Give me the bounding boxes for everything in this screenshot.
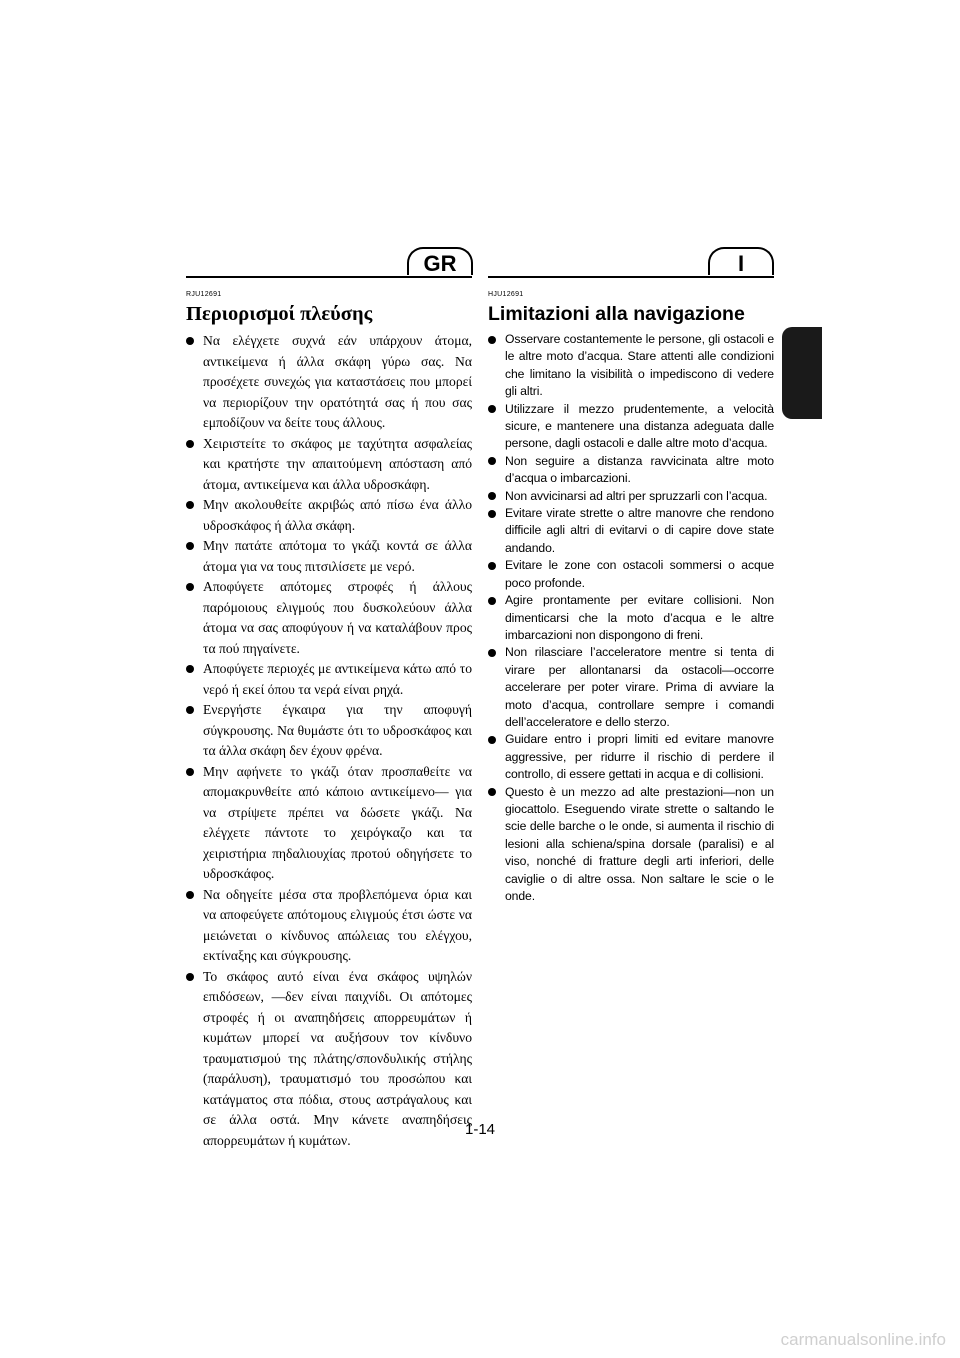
- bullet-icon: [488, 562, 496, 570]
- section-title: Περιορισμοί πλεύσης: [186, 303, 373, 325]
- list-item: Ενεργήστε έγκαιρα για την αποφυγή σύγκρουσης. Να θυμάστε ότι το υδροσκάφος και τα άλλα σκάφη δεν έχουν φρένα.: [186, 700, 472, 762]
- bullet-icon: [186, 665, 194, 673]
- bullet-icon: [186, 501, 194, 509]
- section-code: RJU12691: [186, 291, 222, 298]
- greek-column: [186, 290, 472, 1151]
- bullet-icon: [488, 736, 496, 744]
- page-number: 1-14: [464, 1121, 496, 1138]
- language-badge-it: I: [708, 247, 774, 275]
- header-rule-right: [488, 276, 774, 278]
- list-item: Evitare le zone con ostacoli sommersi o acque poco profonde.: [488, 557, 774, 592]
- bullet-icon: [186, 583, 194, 591]
- list-item: Agire prontamente per evitare collisioni. Non dimenticarsi che la moto d’acqua e le altre imbarcazioni non dispongono di freni.: [488, 592, 774, 644]
- list-item: Μην ακολουθείτε ακριβώς από πίσω ένα άλλο υδροσκάφος ή άλλα σκάφη.: [186, 495, 472, 536]
- section-thumb-tab: [782, 327, 822, 419]
- list-item: Χειριστείτε το σκάφος με ταχύτητα ασφαλείας και κρατήστε την απαιτούμενη απόσταση από άτομα, αντικείμενα και άλλα υδροσκάφη.: [186, 434, 472, 496]
- section-title: Limitazioni alla navigazione: [488, 303, 745, 325]
- list-item: Osservare costantemente le persone, gli ostacoli e le altre moto d’acqua. Stare attenti alle condizioni che limitano la visibilità o impediscono di vedere gli altri.: [488, 331, 774, 401]
- bullet-icon: [488, 405, 496, 413]
- bullet-icon: [186, 891, 194, 899]
- list-item: Utilizzare il mezzo prudentemente, a velocità sicure, e mantenere una distanza adeguata dalle persone, dagli ostacoli e dalle altre moto d’acqua.: [488, 401, 774, 453]
- list-item: Να ελέγχετε συχνά εάν υπάρχουν άτομα, αντικείμενα ή άλλα σκάφη γύρω σας. Να προσέχετε συνεχώς για καταστάσεις που μπορεί να περιορίζουν την ορατότητά σας ή που σας εμποδίζουν να δείτε τους άλλους.: [186, 331, 472, 434]
- list-item: Non avvicinarsi ad altri per spruzzarli con l’acqua.: [488, 488, 774, 505]
- section-code: HJU12691: [488, 291, 524, 298]
- bullet-icon: [488, 788, 496, 796]
- bullet-icon: [488, 336, 496, 344]
- language-badge-gr: GR: [407, 247, 473, 275]
- list-item: Αποφύγετε απότομες στροφές ή άλλους παρόμοιους ελιγμούς που δυσκολεύουν άλλα άτομα να σας αποφύγουν ή να καταλάβουν προς τα πού πηγαίνετε.: [186, 577, 472, 659]
- list-item: Non seguire a distanza ravvicinata altre moto d’acqua o imbarcazioni.: [488, 453, 774, 488]
- watermark: carmanualsonline.info: [780, 1330, 946, 1349]
- bullet-icon: [186, 337, 194, 345]
- bullet-icon: [186, 440, 194, 448]
- list-item: Μην αφήνετε το γκάζι όταν προσπαθείτε να απομακρυνθείτε από κάποιο αντικείμενο— για να στρίψετε πρέπει να δώσετε γκάζι. Να ελέγχετε πάντοτε το χειρόγκαζο και τα χειριστήρια πηδαλιουχίας προτού οδηγήσετε το υδροσκάφος.: [186, 762, 472, 885]
- bullet-icon: [186, 542, 194, 550]
- italian-column: [488, 290, 774, 905]
- list-item: Evitare virate strette o altre manovre che rendono difficile agli altri di evitarvi o di capire dove state andando.: [488, 505, 774, 557]
- list-item: Μην πατάτε απότομα το γκάζι κοντά σε άλλα άτομα για να τους πιτσιλίσετε με νερό.: [186, 536, 472, 577]
- bullet-icon: [488, 597, 496, 605]
- bullet-icon: [186, 706, 194, 714]
- list-item: Να οδηγείτε μέσα στα προβλεπόμενα όρια και να αποφεύγετε απότομους ελιγμούς έτσι ώστε να μειώνεται ο κίνδυνος απώλειας του ελέγχου, εκτίναξης και σύγκρουσης.: [186, 885, 472, 967]
- bullet-icon: [186, 973, 194, 981]
- list-item: Questo è un mezzo ad alte prestazioni—non un giocattolo. Eseguendo virate strette o saltando le scie delle barche o le onde, si aumenta il rischio di lesioni alla schiena/spina dorsale (paralisi) e al viso, nonché di fratture degli arti inferiori, delle caviglie o di altre ossa. Non saltare le scie o le onde.: [488, 784, 774, 906]
- list-item: Non rilasciare l’acceleratore mentre si tenta di virare per allontanarsi da ostacoli—occorre accelerare per poter virare. Prima di avviare la moto d’acqua, controllare sempre i comandi dell’acceleratore e dello sterzo.: [488, 644, 774, 731]
- list-item: Αποφύγετε περιοχές με αντικείμενα κάτω από το νερό ή εκεί όπου τα νερά είναι ρηχά.: [186, 659, 472, 700]
- bullet-list: [186, 331, 472, 1151]
- list-item: Guidare entro i propri limiti ed evitare manovre aggressive, per ridurre il rischio di perdere il controllo, di essere gettati in acqua e di collisioni.: [488, 731, 774, 783]
- bullet-icon: [488, 457, 496, 465]
- bullet-icon: [488, 649, 496, 657]
- list-item: Το σκάφος αυτό είναι ένα σκάφος υψηλών επιδόσεων, —δεν είναι παιχνίδι. Οι απότομες στροφές ή οι αναπηδήσεις απορρευμάτων ή κυμάτων μπορεί να αυξήσουν τον κίνδυνο τραυματισμού της πλάτης/σπονδυλικής στήλης (παράλυση), τραυματισμό του προσώπου και κατάγματος στα πόδια, στους αστράγαλους και σε άλλα οστά. Μην κάνετε αναπηδήσεις απορρευμάτων ή κυμάτων.: [186, 967, 472, 1152]
- bullet-list: [488, 331, 774, 905]
- bullet-icon: [488, 492, 496, 500]
- bullet-icon: [186, 768, 194, 776]
- bullet-icon: [488, 510, 496, 518]
